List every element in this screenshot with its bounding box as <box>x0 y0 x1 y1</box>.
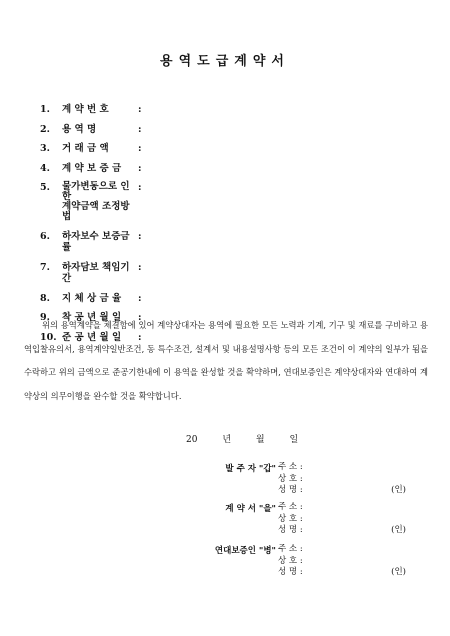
item-number: 9. <box>40 312 50 324</box>
item-number: 7. <box>40 261 50 273</box>
party-name-row <box>278 525 428 537</box>
item-label: 계 약 번 호 <box>62 104 109 115</box>
party-firm: 상 호 : <box>278 513 303 524</box>
item-number: 2. <box>40 123 50 135</box>
party-role: 연대보증인 "병" <box>214 546 276 556</box>
item-label-line1: 물가변동으로 인한 <box>62 181 130 203</box>
item-number: 1. <box>40 104 50 115</box>
party-address: 주 소 : <box>278 502 303 512</box>
item-colon: : <box>138 182 142 194</box>
party-name: 성 명 : <box>278 567 303 577</box>
contract-date <box>186 432 320 445</box>
party-fields <box>278 502 428 537</box>
party-name: 성 명 : <box>278 485 303 495</box>
seal-mark: (인) <box>391 525 406 535</box>
party-fields <box>278 462 428 497</box>
party-address: 주 소 : <box>278 462 303 472</box>
item-colon: : <box>138 104 142 115</box>
item-label: 준 공 년 월 일 <box>62 331 122 343</box>
item-colon: : <box>138 331 142 343</box>
item-number: 3. <box>40 143 50 155</box>
item-colon: : <box>138 123 142 135</box>
list-item <box>40 163 420 174</box>
list-item <box>40 293 420 304</box>
item-number: 5. <box>40 182 50 194</box>
item-number: 4. <box>40 162 50 174</box>
item-label: 착 공 년 월 일 <box>62 312 122 324</box>
item-number: 8. <box>40 292 50 304</box>
item-label: 거 래 금 액 <box>62 143 109 155</box>
party-firm: 상 호 : <box>278 555 303 566</box>
date-year-unit: 년 <box>222 435 232 445</box>
list-item <box>40 143 420 154</box>
document-title: 용역도급계약서 <box>160 54 290 69</box>
list-item <box>40 262 420 284</box>
item-label: 하자보수 보증금률 <box>62 231 130 254</box>
contract-body-paragraph: 위의 용역계약을 체결함에 있어 계약상대자는 용역에 필요한 모든 노력과 기계, 기구 및 재료를 구비하고 용역입찰유의서, 용역계약일반조건, 동 특수조건, 설계서 및 내용설명사항 등의 모든 조건이 이 계약의 일부가 됨을 수락하고 위의 금액으로 준공기한내에 이 용역을 완성할 것을 확약하며, 연대보증인은 계약상대자와 연대하여 계약상의 의무이행을 완수할 것을 확약합니다. <box>24 320 428 401</box>
item-label-line2: 계약금액 조정방법 <box>62 201 130 223</box>
party-fields <box>278 544 428 579</box>
party-address: 주 소 : <box>278 544 303 554</box>
party-firm: 상 호 : <box>278 473 303 484</box>
item-colon: : <box>138 312 142 324</box>
item-colon: : <box>138 261 142 273</box>
seal-mark: (인) <box>391 567 406 577</box>
item-number: 6. <box>40 231 50 243</box>
list-item <box>40 104 420 115</box>
party-role: 발 주 자 "갑" <box>225 464 276 474</box>
party-role: 계 약 서 "을" <box>225 504 276 514</box>
item-colon: : <box>138 231 142 243</box>
party-name: 성 명 : <box>278 525 303 535</box>
item-label: 지 체 상 금 율 <box>62 292 122 304</box>
party-name-row <box>278 567 428 579</box>
date-day-unit: 일 <box>289 435 299 445</box>
party-name-row <box>278 485 428 497</box>
item-colon: : <box>138 292 142 304</box>
item-colon: : <box>138 162 142 174</box>
date-month-unit: 월 <box>255 435 265 445</box>
list-item <box>40 231 420 253</box>
item-number: 10. <box>40 331 57 343</box>
item-colon: : <box>138 143 142 155</box>
seal-mark: (인) <box>391 485 406 495</box>
item-label: 하자담보 책임기간 <box>62 261 130 284</box>
item-label: 용 역 명 <box>62 123 97 135</box>
item-label <box>62 182 138 222</box>
list-item <box>40 182 420 222</box>
item-label: 계 약 보 증 금 <box>62 162 122 174</box>
list-item <box>40 124 420 135</box>
date-year: 20 <box>186 435 198 445</box>
